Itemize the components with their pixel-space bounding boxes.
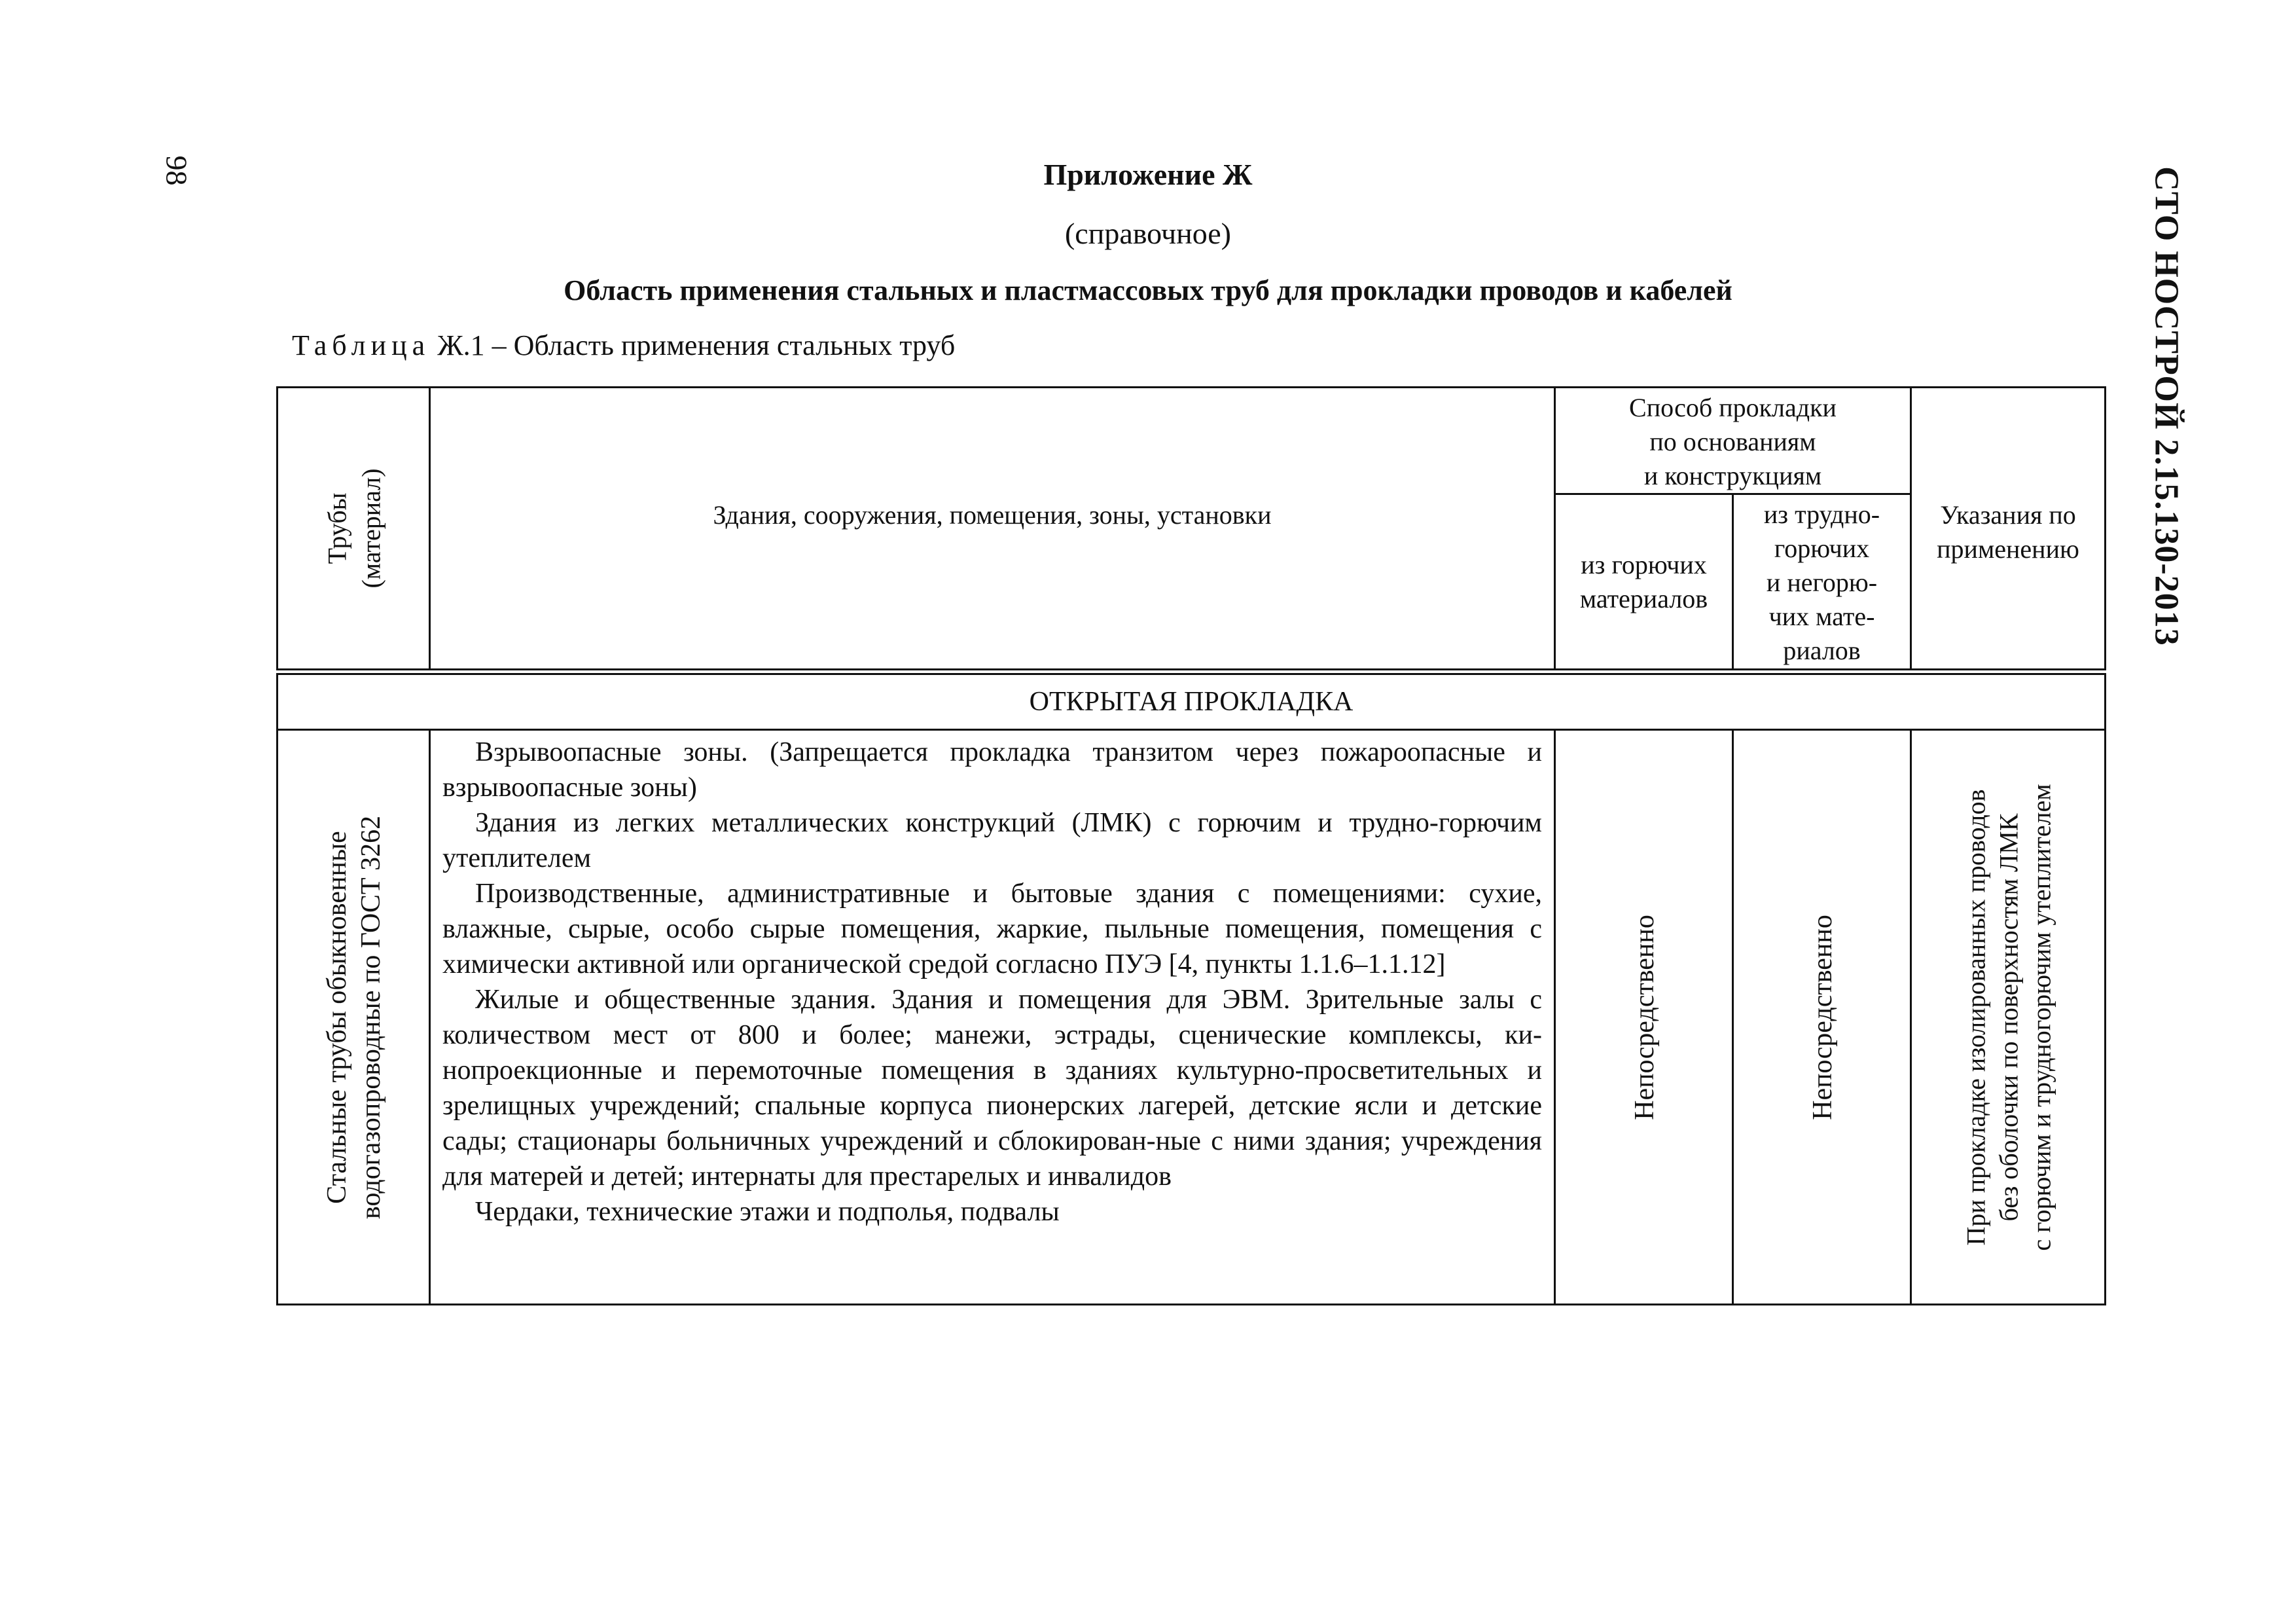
section-row [278,672,2106,730]
header-noncombustible-cell [1733,494,1911,672]
instructions-line-1: При прокладке изолированных проводов [1961,788,1991,1246]
header-noncomb-line-1: из трудно- [1763,500,1880,530]
header-buildings-cell [430,388,1555,672]
header-combustible-cell [1555,494,1733,672]
header-combustible-line-2: материалов [1579,583,1708,613]
appendix-heading: Область применения стальных и пластмассовых труб для прокладки проводов и кабелей [564,274,1732,306]
header-combustible-line-1: из горючих [1581,549,1707,579]
table-header-row-1 [278,388,2106,494]
pipe-material-line-2: водогазопроводные по ГОСТ 3262 [356,815,387,1219]
description-paragraph-4: Жилые и общественные здания. Здания и помещения для ЭВМ. Зрительные залы с количеством мест от 800 и более; манежи, эстрады, сценические комплексы, ки-нопроекционные и перемоточные помещения в зданиях культурно-просветительных и зрелищных учреждений; спальные корпуса пионерских лагерей, детские ясли и детские сады; стационары больничных учреждений и сблокирован-ные с ними здания; учреждения для матерей и детей; интернаты для престарелых и инвалидов [442,985,1542,1192]
header-method-line-2: по основаниям [1649,427,1816,456]
appendix-title: Приложение Ж [1043,158,1253,191]
header-noncomb-line-5: риалов [1783,636,1861,666]
table-caption [292,329,955,362]
noncombustible-value-cell [1733,730,1911,1305]
header-method-line-1: Способ прокладки [1629,393,1837,422]
pipe-material-line-1: Стальные трубы обыкновенные [322,830,353,1204]
instructions-value-cell [1911,730,2106,1305]
instructions-line-2: без оболочки по поверхностям ЛМК [1994,813,2024,1222]
header-noncomb-line-3: и негорю- [1766,568,1878,598]
table-caption-label: Таблица [292,329,431,361]
table-row [278,730,2106,1305]
header-noncomb-line-2: горючих [1774,534,1870,564]
header-method-cell [1555,388,1911,494]
header-pipes-sub: (материал) [356,468,386,589]
page-number-text: 98 [160,155,194,185]
header-pipes-cell [278,388,430,672]
header-instructions-cell [1911,388,2106,672]
appendix-type: (справочное) [1064,217,1232,250]
noncombustible-value: Непосредственно [1808,914,1838,1120]
description-paragraph-3: Производственные, административные и бытовые здания с помещениями: сухие, влажные, сырые, особо сырые помещения, жаркие, пыльные помещения, помещения с химически активной или органической средой согласно ПУЭ [4, пункты 1.1.6–1.1.12] [442,879,1542,979]
pipe-material-cell [278,730,430,1305]
description-paragraph-5: Чердаки, технические этажи и подполья, подвалы [475,1197,1060,1227]
steel-pipes-table [276,386,2106,1305]
combustible-value: Непосредственно [1630,914,1660,1120]
description-paragraph-1: Взрывоопасные зоны. (Запрещается прокладка транзитом через пожароопасные и взрывоопасные зоны) [442,737,1542,803]
header-buildings: Здания, сооружения, помещения, зоны, установки [713,500,1272,530]
combustible-value-cell [1555,730,1733,1305]
document-code-text: СТО НОСТРОЙ 2.15.130-2013 [2147,166,2185,646]
instructions-line-3: с горючим и трудногорючим утеплителем [2026,783,2056,1251]
header-method-line-3: и конструкциям [1643,461,1822,490]
description-paragraph-2: Здания из легких металлических конструкций (ЛМК) с горючим и трудно-горючим утеплителем [442,808,1542,873]
header-pipes: Трубы [322,492,352,564]
buildings-description-cell [430,730,1555,1305]
section-title: ОТКРЫТАЯ ПРОКЛАДКА [278,672,2106,730]
header-instructions-line-2: применению [1937,534,2079,564]
table-caption-text: Ж.1 – Область применения стальных труб [437,329,956,361]
header-instructions-line-1: Указания по [1940,500,2076,530]
header-noncomb-line-4: чих мате- [1768,602,1875,632]
